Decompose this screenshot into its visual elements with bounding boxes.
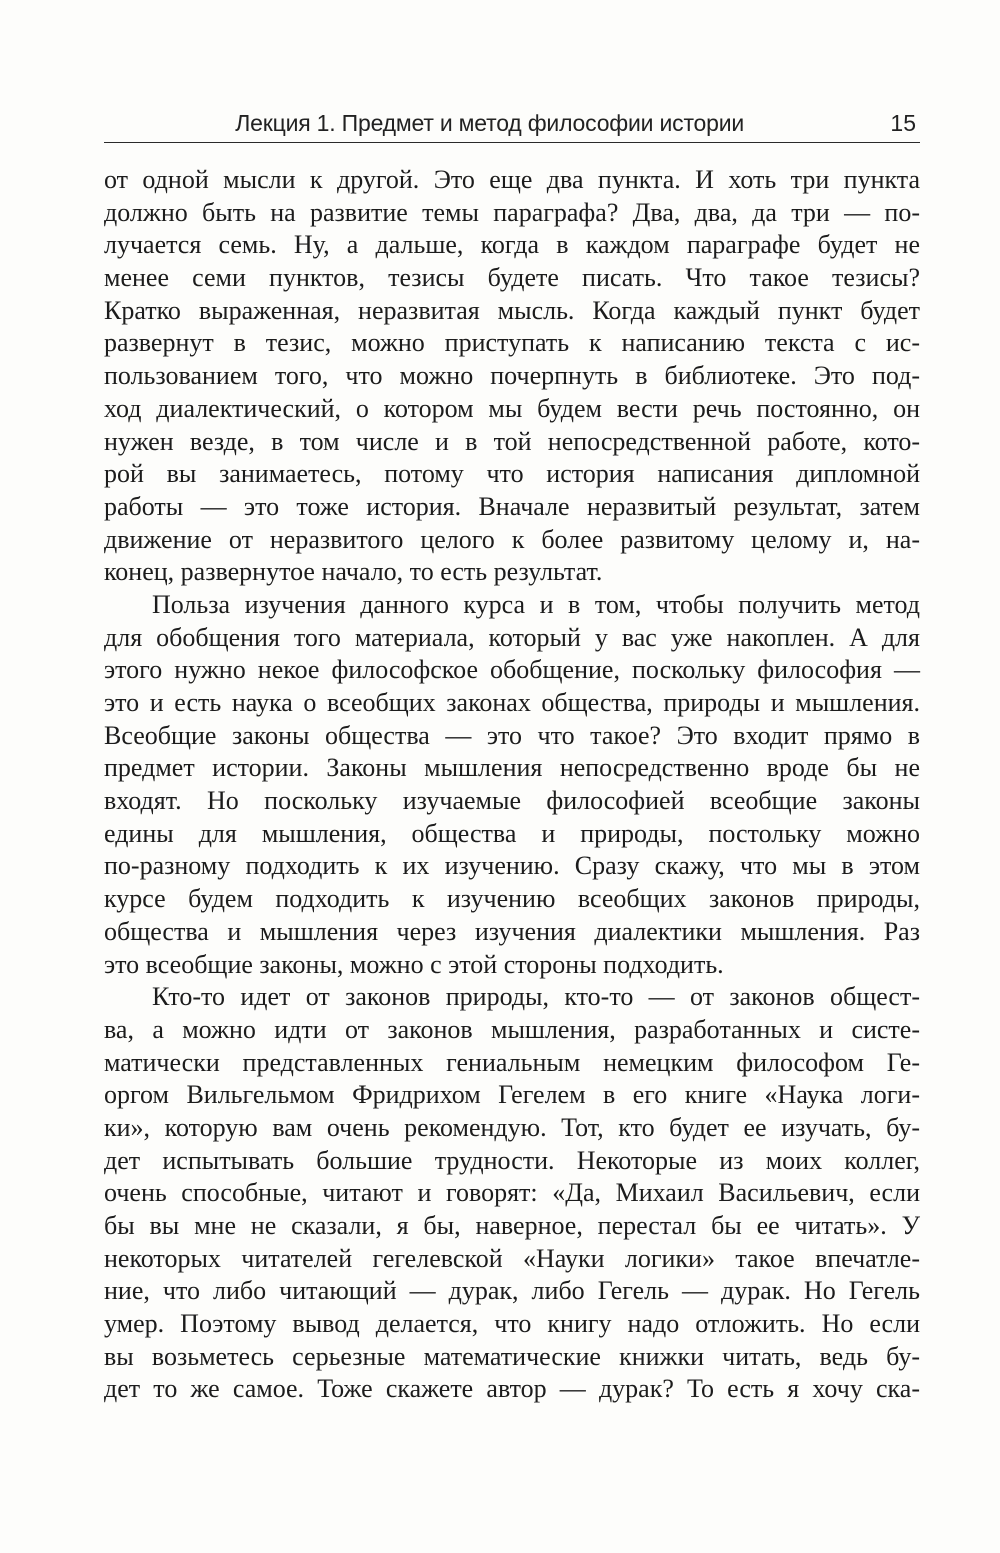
text-line: по-разному подходить к их изучению. Сразу скажу, что мы в этом	[104, 851, 920, 881]
text-line: конец, развернутое начало, то есть результат.	[104, 557, 603, 587]
text-line: ход диалектический, о котором мы будем вести речь постоянно, он	[104, 393, 920, 423]
text-line: ние, что либо читающий — дурак, либо Гегель — дурак. Но Гегель	[104, 1276, 920, 1306]
text-line: некоторых читателей гегелевской «Науки логики» такое впечатле-	[104, 1243, 920, 1273]
text-line: ки», которую вам очень рекомендую. Тот, кто будет ее изучать, бу-	[104, 1112, 920, 1142]
paragraph-2	[104, 589, 920, 981]
text-line: менее семи пунктов, тезисы будете писать. Что такое тезисы?	[104, 263, 920, 293]
text-line: матически представленных гениальным немецким философом Ге-	[104, 1047, 920, 1077]
text-line: курсе будем подходить к изучению всеобщих законов природы,	[104, 884, 920, 914]
paragraph-3	[104, 981, 920, 1406]
body-text	[104, 164, 920, 1406]
text-line: бы вы мне не сказали, я бы, наверное, перестал бы ее читать». У	[104, 1211, 920, 1240]
text-line: работы — это тоже история. Вначале неразвитый результат, затем	[104, 491, 920, 521]
text-line: должно быть на развитие темы параграфа? Два, два, да три — по-	[104, 197, 920, 227]
text-line: нужен везде, в том числе и в той непосредственной работе, кото-	[104, 426, 920, 456]
text-line: для обобщения того материала, который у вас уже накоплен. А для	[104, 622, 920, 652]
text-line: рой вы занимаетесь, потому что история написания дипломной	[104, 459, 920, 489]
text-line: входят. Но поскольку изучаемые философией всеобщие законы	[104, 786, 920, 816]
text-line: пользованием того, что можно почерпнуть в библиотеке. Это под-	[104, 361, 920, 391]
text-line: оргом Вильгельмом Фридрихом Гегелем в его книге «Наука логи-	[104, 1080, 920, 1110]
text-line: это всеобщие законы, можно с этой стороны подходить.	[104, 949, 724, 979]
text-line: этого нужно некое философское обобщение, поскольку философия —	[104, 655, 920, 685]
text-line: Польза изучения данного курса и в том, чтобы получить метод	[152, 589, 920, 619]
text-line: дет испытывать большие трудности. Некоторые из моих коллег,	[104, 1145, 920, 1175]
text-line: Кратко выраженная, неразвитая мысль. Когда каждый пункт будет	[104, 295, 920, 325]
text-line: Кто-то идет от законов природы, кто-то — от законов общест-	[152, 982, 920, 1012]
text-line: от одной мысли к другой. Это еще два пункта. И хоть три пункта	[104, 165, 920, 194]
text-line: это и есть наука о всеобщих законах общества, природы и мышления.	[104, 688, 920, 717]
text-line: едины для мышления, общества и природы, постольку можно	[104, 818, 920, 848]
text-line: развернут в тезис, можно приступать к написанию текста с ис-	[104, 328, 920, 358]
text-line: движение от неразвитого целого к более развитому целому и, на-	[104, 524, 920, 554]
page-number: 15	[890, 110, 916, 136]
text-line: очень способные, читают и говорят: «Да, Михаил Васильевич, если	[104, 1178, 920, 1208]
text-line: лучается семь. Ну, а дальше, когда в каждом параграфе будет не	[104, 230, 920, 260]
text-line: Всеобщие законы общества — это что такое? Это входит прямо в	[104, 720, 920, 750]
running-title: Лекция 1. Предмет и метод философии истории	[235, 110, 744, 136]
text-line: предмет истории. Законы мышления непосредственно вроде бы не	[104, 753, 920, 783]
text-line: умер. Поэтому вывод делается, что книгу надо отложить. Но если	[104, 1309, 920, 1339]
text-line: вы возьметесь серьезные математические книжки читать, ведь бу-	[104, 1341, 920, 1371]
paragraph-1	[104, 164, 920, 589]
running-header	[104, 108, 920, 143]
text-line: дет то же самое. Тоже скажете автор — дурак? То есть я хочу ска-	[104, 1374, 920, 1404]
text-line: общества и мышления через изучения диалектики мышления. Раз	[104, 916, 920, 946]
text-line: ва, а можно идти от законов мышления, разработанных и систе-	[104, 1014, 920, 1044]
